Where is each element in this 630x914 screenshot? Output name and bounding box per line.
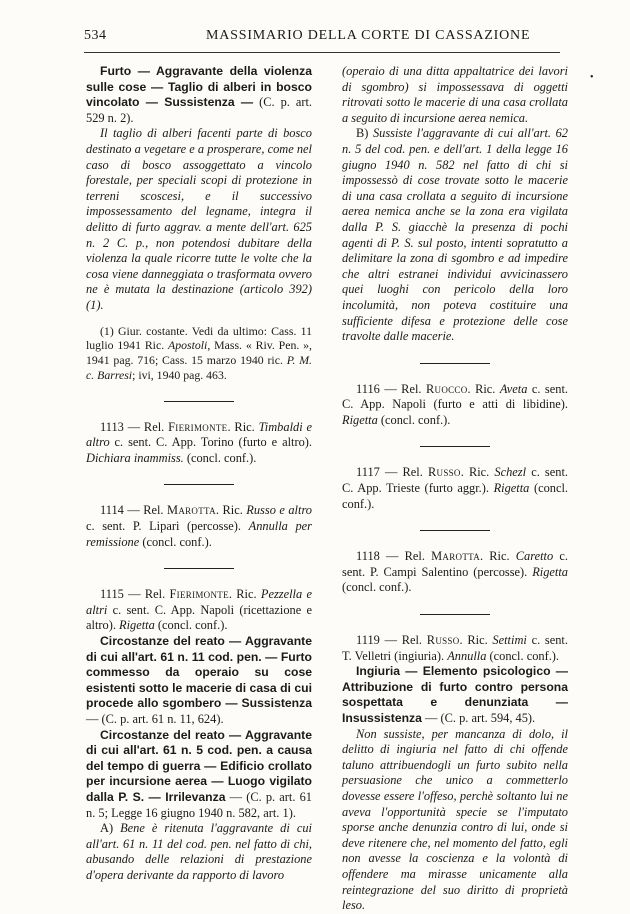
- separator-rule: [164, 484, 234, 485]
- separator-rule: [420, 446, 490, 447]
- left-column: [86, 64, 312, 884]
- margin-mark: •: [590, 72, 594, 83]
- maxim-heading-circostanze-1: Circostanze del reato — Aggravante di cui all'art. 61 n. 11 cod. pen. — Furto commesso da operaio su cose esistenti sotto le macerie di casa di cui procede allo sgombero — Sussistenza — (C. p. art. 61 n. 11, 624).: [86, 634, 312, 726]
- page-number: 534: [84, 28, 107, 43]
- maxim-body-ingiuria: Non sussiste, per mancanza di dolo, il delitto di ingiuria nel fatto di chi offende taluno attribuendogli un furto subito nella persuasione che unico a commetterlo dovesse essere l'offeso, perchè soltanto lui ne aveva l'opportunità specie se l'imputato sporse anche denunzia contro di lui, onde si deve ritenere che, nel momento del fatto, egli non avesse la coscienza e la volontà di offendere ma mirasse unicamente alla reintegrazione del suo diritto di proprietà leso.: [342, 726, 568, 913]
- running-title: MASSIMARIO DELLA CORTE DI CASSAZIONE: [206, 28, 531, 43]
- entry-1119: 1119 — Rel. Russo. Ric. Settimi c. sent. T. Velletri (ingiuria). Annulla (concl. conf.).: [342, 633, 568, 663]
- entry-1113: 1113 — Rel. Fierimonte. Ric. Timbaldi e altro c. sent. C. App. Torino (furto e altro). Dichiara inammiss. (concl. conf.).: [86, 419, 312, 465]
- maxim-heading-ingiuria: Ingiuria — Elemento psicologico — Attribuzione di furto contro persona sospettata e denunziata — Insussistenza — (C. p. art. 594, 45).: [342, 664, 568, 725]
- separator-rule: [164, 401, 234, 402]
- right-column: [342, 64, 568, 914]
- entry-1117: 1117 — Rel. Russo. Ric. Schezl c. sent. C. App. Trieste (furto aggr.). Rigetta (concl. conf.).: [342, 465, 569, 511]
- separator-rule: [420, 363, 490, 364]
- entry-1116: 1116 — Rel. Ruocco. Ric. Aveta c. sent. C. App. Napoli (furto e atti di libidine). Rigetta (concl. conf.).: [342, 381, 568, 427]
- maxim-heading-circostanze-2: Circostanze del reato — Aggravante di cui all'art. 61 n. 5 cod. pen. a causa del tempo di guerra — Edificio crollato per incursione aerea — Luogo vigilato dalla P. S. — Irrilevanza — (C. p. art. 61 n. 5; Legge 16 giugno 1940 n. 582, art. 1).: [86, 727, 313, 820]
- footnote: (1) Giur. costante. Vedi da ultimo: Cass. 11 luglio 1941 Ric. Apostoli, Mass. « Riv. Pen. », 1941 pag. 716; Cass. 15 marzo 1940 ric. P. M. c. Barresi; ivi, 1940 pag. 463.: [86, 323, 312, 382]
- separator-rule: [420, 614, 490, 615]
- entry-1115: 1115 — Rel. Fierimonte. Ric. Pezzella e altri c. sent. C. App. Napoli (ricettazione e altro). Rigetta (concl. conf.).: [86, 587, 312, 633]
- maxim-body-b: B) Sussiste l'aggravante di cui all'art. 62 n. 5 del cod. pen. e dell'art. 1 della legge 16 giugno 1940 n. 582 nel fatto di chi si impossessò di cose trovate sotto le macerie di una casa crollata a seguito di incursione aerea nemica anche se la zona era vigilata dalla P. S. giacchè la presenza di pochi agenti di P. S. sul posto, intenti sopratutto a delimitare la zona di sgombro e ad impedire che altri estranei individui avvicinassero quei luoghi con pericolo della loro incolumità, non poteva costituire una sufficiente difesa e protezione delle cose travolte dalle macerie.: [342, 126, 568, 344]
- header-rule: [84, 52, 560, 53]
- maxim-heading-furto: Furto — Aggravante della violenza sulle cose — Taglio di alberi in bosco vincolato — Sussistenza — (C. p. art. 529 n. 2).: [86, 64, 312, 125]
- maxim-body-furto: Il taglio di alberi facenti parte di bosco destinato a vegetare e a prosperare, come nel caso di bosco assoggettato a vincolo forestale, per speciali scopi di protezione in terreni scoscesi, e il successivo impossessamento del legname, integra il delitto di furto aggrav. a mente dell'art. 625 n. 2 C. p., non potendosi dubitare della violenza la quale ricorre tutte le volte che la cosa viene danneggiata o trasformata ovvero ne è mutata la destinazione (articolo 392) (1).: [86, 126, 312, 312]
- entry-1118: 1118 — Rel. Marotta. Ric. Caretto c. sent. P. Campi Salentino (percosse). Rigetta (concl. conf.).: [342, 549, 568, 595]
- maxim-body-a-continued: (operaio di una ditta appaltatrice dei lavori di sgombro) si impossessava di oggetti ritrovati sotto le macerie di una casa crollata a seguito di incursione aerea nemica.: [342, 64, 568, 125]
- entry-1114: 1114 — Rel. Marotta. Ric. Russo e altro c. sent. P. Lipari (percosse). Annulla per remissione (concl. conf.).: [86, 503, 313, 549]
- separator-rule: [420, 530, 490, 531]
- maxim-body-a: A) Bene è ritenuta l'aggravante di cui all'art. 61 n. 11 del cod. pen. nel fatto di chi, abusando delle relazioni di prestazione d'opera derivante da rapporto di lavoro: [86, 821, 312, 882]
- separator-rule: [164, 568, 234, 569]
